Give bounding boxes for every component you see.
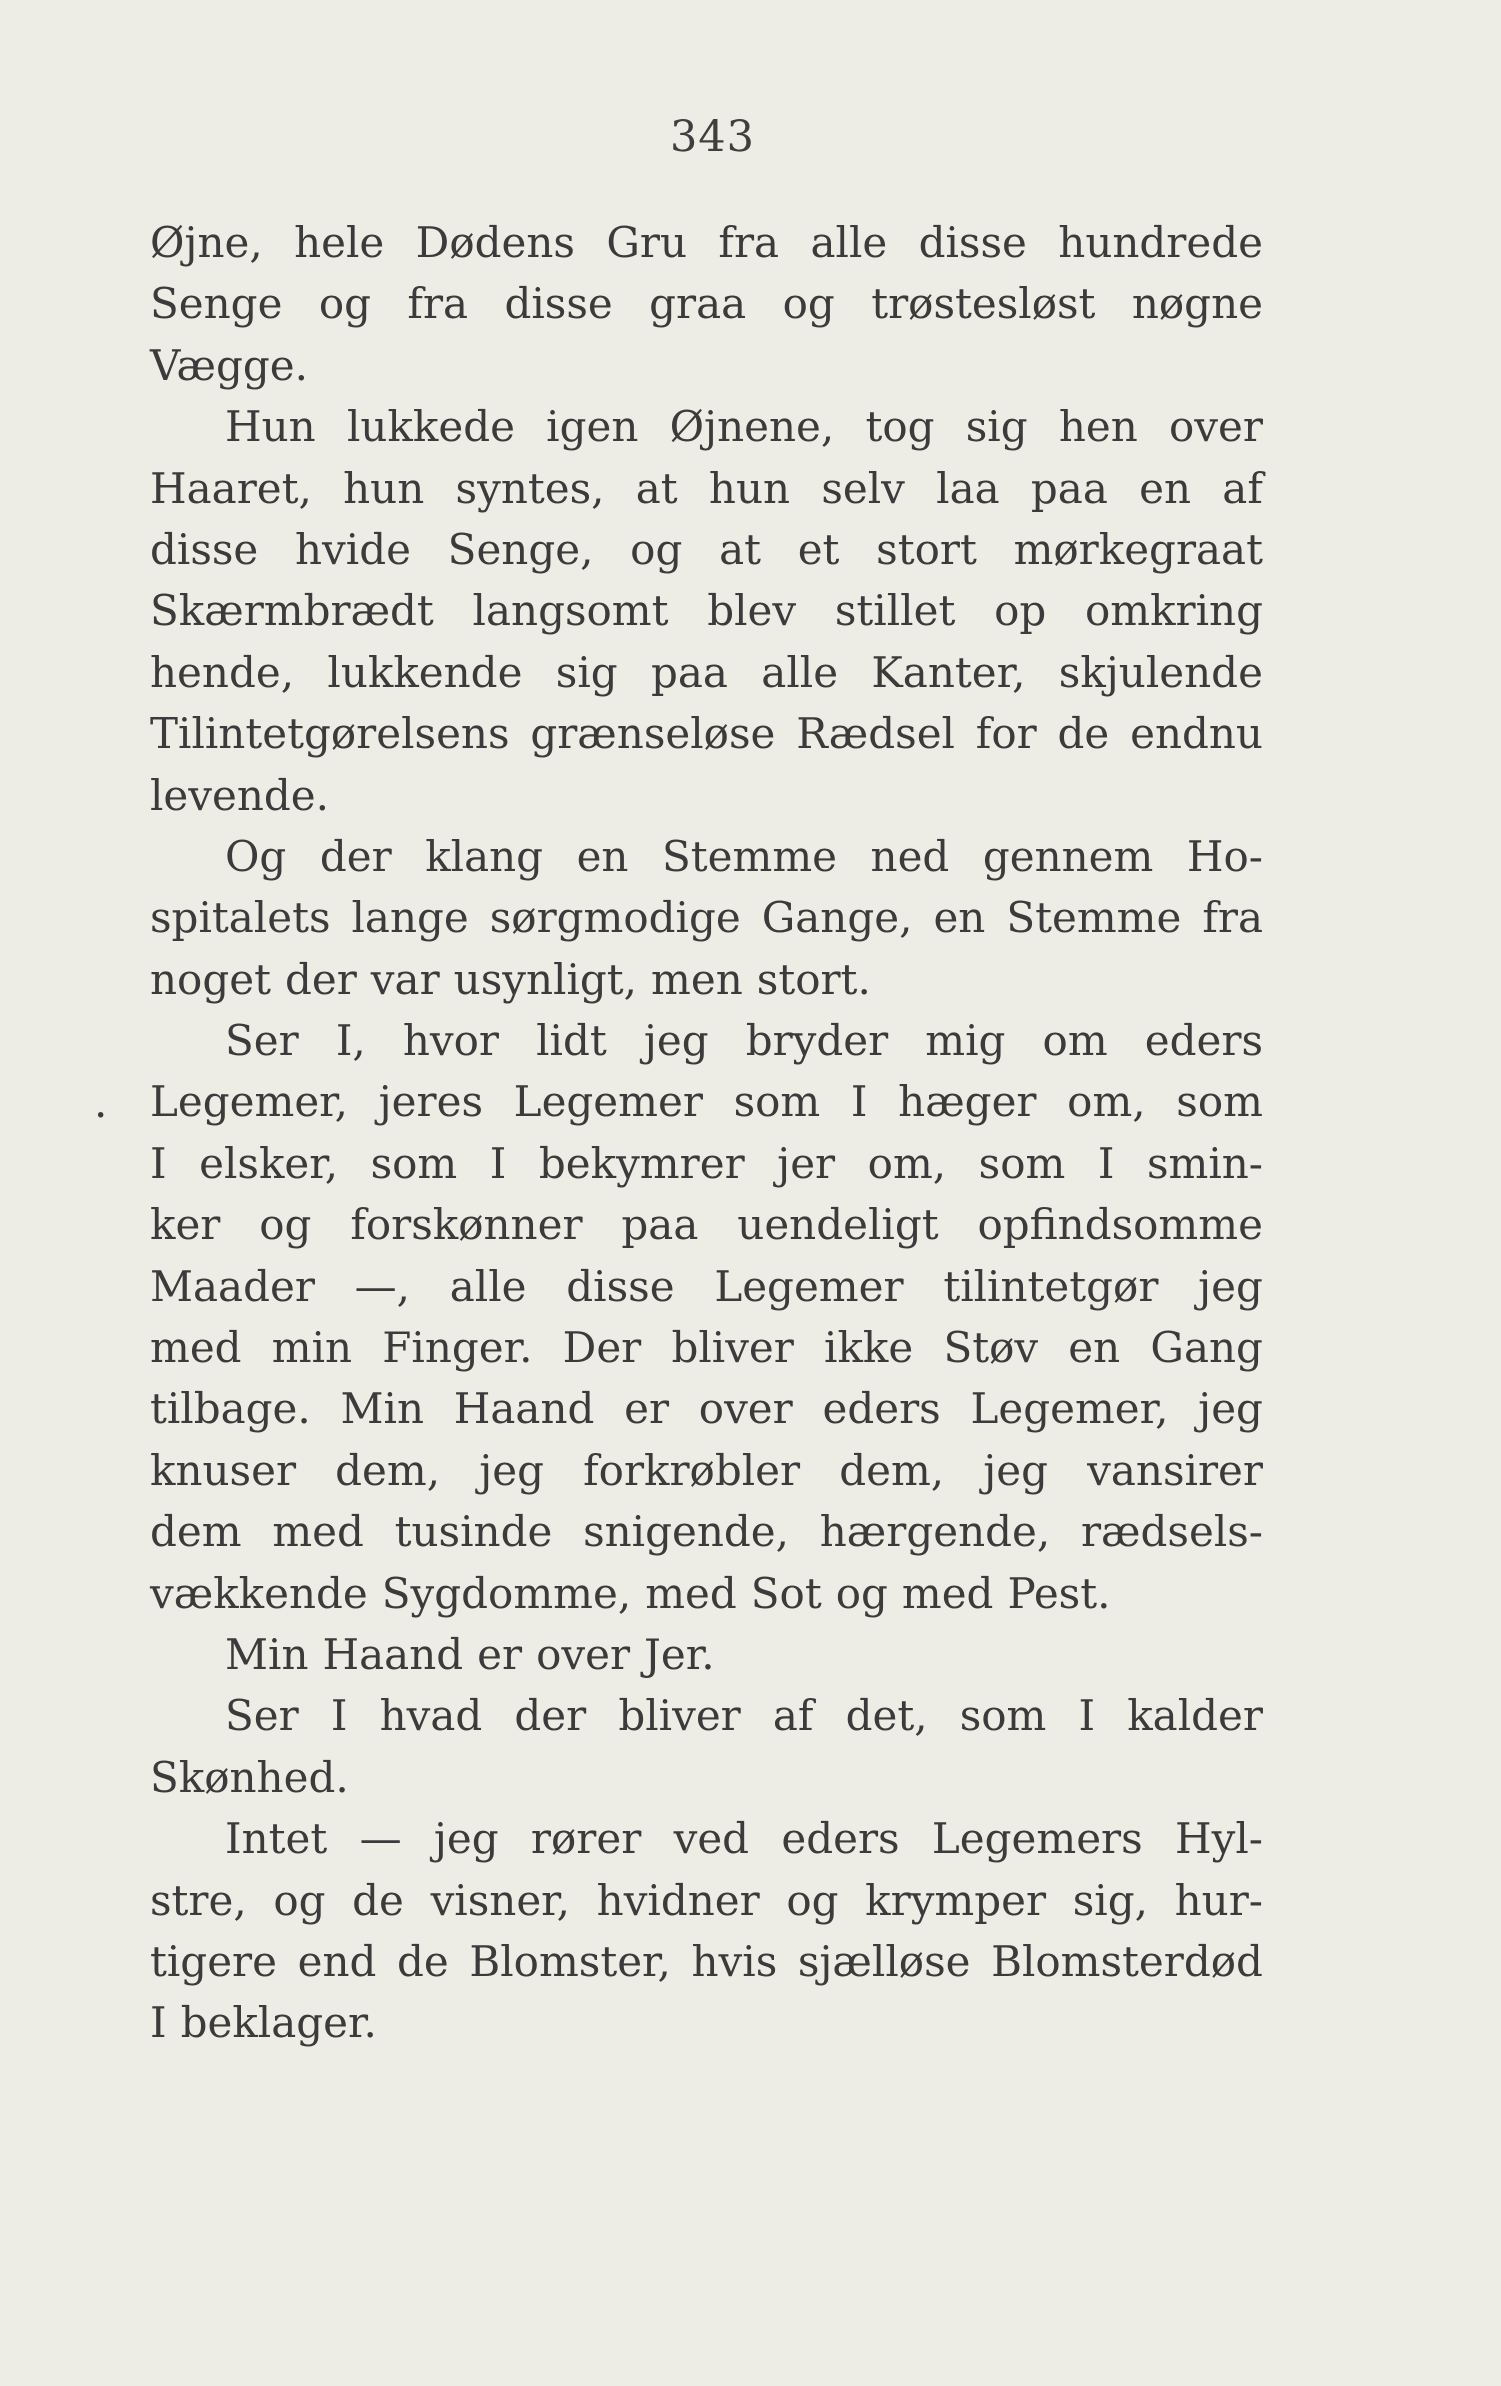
word: I [150,1998,167,2048]
word: fra [718,218,780,267]
word: bekymrer [538,1138,745,1188]
text-line [150,1624,1263,1685]
word: Senge, [447,524,594,574]
word: Blomster, [469,1936,671,1986]
word: der [284,954,357,1004]
word: Blomsterdød [991,1936,1263,1986]
word: hvidner [596,1875,760,1925]
word: langsomt [472,586,669,636]
word: af [772,1691,814,1741]
word: lidt [536,1016,607,1066]
text-line [150,1256,1263,1317]
word: ker [150,1200,221,1250]
word: bryder [745,1016,889,1066]
word: selv [821,463,905,513]
word: Min [340,1384,424,1434]
word: Stemme [1006,893,1182,943]
word: rører [530,1814,642,1864]
text-line [150,396,1263,457]
word: over [536,1629,631,1679]
word: over [698,1384,793,1434]
word: dem, [839,1445,945,1495]
word: Hun [225,402,316,452]
word: med [272,1507,364,1557]
word: over [1169,402,1263,452]
word: beklager. [180,1998,377,2048]
word: sjælløse [797,1936,971,1986]
word: hvide [295,524,411,574]
word: Der [562,1323,642,1373]
word: Gang [1150,1323,1263,1373]
word: jeg [983,1445,1049,1495]
word: en [576,831,629,881]
word: min [271,1323,353,1373]
word: og [835,1568,888,1618]
word: Vægge. [150,340,308,390]
word: lukkede [346,402,515,452]
text-line [150,1931,1263,1992]
word: Legemers [931,1814,1143,1864]
word: vansirer [1087,1445,1263,1495]
word: Støv [943,1323,1039,1373]
word: alle [449,1261,527,1311]
word: en [1139,463,1192,513]
word: visner, [430,1875,570,1925]
word: de [397,1936,449,1986]
word: ikke [824,1323,914,1373]
word: Legemer [513,1077,703,1127]
word: forskønner [350,1200,583,1250]
word: usynligt, [453,954,638,1004]
word: et [797,524,840,574]
word: paa [650,647,728,697]
word: Ho- [1186,831,1263,881]
word: tigere [150,1936,277,1986]
text-line [150,1501,1263,1562]
word: hun [343,463,425,513]
word: tog [865,402,935,452]
word: hun [708,463,791,513]
word: jeg [1198,1384,1263,1434]
text-line [150,458,1263,519]
word: syntes, [455,463,605,513]
word: af [1222,463,1263,513]
word: I [489,1138,507,1188]
word: hur- [1174,1875,1263,1925]
text-line [150,273,1263,334]
word: Legemer, [970,1384,1169,1434]
text-line [150,1808,1263,1869]
word: med [150,1323,242,1373]
word: Sot [750,1568,822,1618]
word: Dødens [415,218,575,267]
text-line [150,335,1263,396]
word: jer [777,1138,836,1188]
word: med [901,1568,994,1618]
word: ved [673,1814,750,1864]
word: som [370,1138,458,1188]
text-line [150,642,1263,703]
word: Jer. [644,1629,715,1679]
word: tilintetgør [943,1261,1159,1311]
text-line [150,1133,1263,1194]
word: klang [425,831,544,881]
word: bliver [671,1323,794,1373]
word: elsker, [199,1138,339,1188]
word: en [933,893,986,943]
word: en [1068,1323,1121,1373]
word: Gange, [761,893,913,943]
word: var [370,954,440,1004]
word: hende, [150,647,295,697]
word: I [1097,1138,1115,1188]
word: sig, [1072,1875,1148,1925]
word: hvor [402,1016,499,1066]
text-line [150,1071,1263,1132]
word: alle [761,647,839,697]
text-line [150,765,1263,826]
word: knuser [150,1445,297,1495]
word: som [1176,1077,1263,1127]
word: stre, [150,1875,247,1925]
word: fra [407,279,469,329]
word: fra [1202,893,1263,943]
word: hundrede [1058,218,1263,267]
word: dem, [335,1445,441,1495]
word: I [1078,1691,1096,1741]
word: for [975,709,1037,759]
word: laa [936,463,1000,513]
text-line [150,949,1263,1010]
word: det, [845,1691,928,1741]
word: Kanter, [871,647,1026,697]
word: og [786,1875,839,1925]
text-line [150,519,1263,580]
word: Maader [150,1261,315,1311]
word: at [719,524,761,574]
text-line [150,212,1263,273]
word: er [477,1629,523,1679]
word: eders [1144,1016,1263,1066]
text-line [150,1010,1263,1071]
word: dem [150,1507,242,1557]
word: men [651,954,743,1004]
text-line [150,1440,1263,1501]
word: ned [870,831,950,881]
word: end [297,1936,377,1986]
text-line [150,1194,1263,1255]
word: igen [546,402,639,452]
word: Finger. [382,1323,533,1373]
word: lange [351,893,469,943]
word: rædsels- [1080,1507,1263,1557]
word: stillet [834,586,956,636]
word: endnu [1130,709,1263,759]
word: blev [707,586,797,636]
word: gennem [982,831,1154,881]
word: om, [867,1138,947,1188]
word: tilbage. [150,1384,311,1434]
text-line [150,580,1263,641]
word: Stemme [661,831,837,881]
word: I [330,1691,348,1741]
margin-mark: . [94,1077,108,1127]
word: hen [1058,402,1138,452]
word: og [318,279,371,329]
word: Skønhed. [150,1752,349,1802]
word: mørkegraat [1013,524,1263,574]
word: krymper [865,1875,1047,1925]
word: disse [566,1261,675,1311]
word: de [352,1875,404,1925]
word: bliver [618,1691,741,1741]
word: Ser [225,1016,299,1066]
text-line [150,887,1263,948]
word: opfindsomme [977,1200,1263,1250]
word: graa [649,279,747,329]
word: snigende, [583,1507,789,1557]
word: og [273,1875,326,1925]
word: spitalets [150,893,331,943]
word: Haand [322,1629,464,1679]
word: paa [621,1200,699,1250]
word: som [959,1691,1047,1741]
word: der [514,1691,587,1741]
word: mig [925,1016,1006,1066]
text-line [150,1747,1263,1808]
text-line [150,1870,1263,1931]
word: Legemer [714,1261,904,1311]
word: nøgne [1131,279,1263,329]
word: hæger [898,1077,1037,1127]
word: disse [918,218,1027,267]
text-line [150,1378,1263,1439]
word: noget [150,954,271,1004]
word: Skærmbrædt [150,586,434,636]
word: paa [1030,463,1108,513]
word: lukkende [327,647,523,697]
word: sig [555,647,618,697]
text-line [150,1992,1263,2053]
word: om, [1067,1077,1146,1127]
word: —, [354,1261,411,1311]
word: disse [150,524,259,574]
word: de [1057,709,1110,759]
word: forkrøbler [583,1445,801,1495]
word: Haand [453,1384,595,1434]
word: I [850,1077,868,1127]
word: vækkende [150,1568,368,1618]
word: stort. [756,954,871,1004]
word: hele [294,218,385,267]
word: smin- [1146,1138,1263,1188]
word: uendeligt [737,1200,939,1250]
word: Senge [150,279,283,329]
word: hærgende, [819,1507,1051,1557]
word: der [319,831,392,881]
word: I [150,1138,167,1188]
word: eders [781,1814,900,1864]
word: eders [822,1384,941,1434]
word: Hyl- [1175,1814,1263,1864]
word: — [359,1814,402,1864]
word: alle [810,218,888,267]
word: som [978,1138,1066,1188]
word: disse [504,279,613,329]
word: omkring [1084,586,1263,636]
word: grænseløse [530,709,776,759]
word: Øjnene, [669,402,835,452]
word: tusinde [394,1507,553,1557]
word: sig [965,402,1028,452]
word: levende. [150,770,330,820]
word: Tilintetgørelsens [150,709,510,759]
page-number: 343 [669,112,756,162]
word: Haaret, [150,463,312,513]
word: Rædsel [796,709,955,759]
word: Og [225,831,287,881]
word: jeg [479,1445,544,1495]
word: sørgmodige [489,893,741,943]
word: om [1042,1016,1108,1066]
body-text [150,212,1263,2054]
word: Legemer, [150,1077,348,1127]
word: Ser [225,1691,299,1741]
word: Min [225,1629,309,1679]
word: Gru [606,218,688,267]
word: og [782,279,835,329]
text-line [150,1685,1263,1746]
word: med [645,1568,737,1618]
text-line [150,826,1263,887]
word: Pest. [1007,1568,1111,1618]
word: jeg [433,1814,499,1864]
word: jeg [643,1016,709,1066]
word: jeg [1198,1261,1263,1311]
word: trøstesløst [871,279,1096,329]
text-line [150,1317,1263,1378]
word: hvad [379,1691,483,1741]
word: I, [335,1016,366,1066]
word: hvis [691,1936,778,1986]
text-line [150,703,1263,764]
word: er [624,1384,670,1434]
word: skjulende [1058,647,1263,697]
word: op [994,586,1047,636]
word: at [635,463,678,513]
word: kalder [1127,1691,1263,1741]
word: som [733,1077,821,1127]
word: jeres [378,1077,484,1127]
word: stort [876,524,977,574]
text-line [150,1563,1263,1624]
word: og [259,1200,312,1250]
word: Øjne, [150,218,263,267]
word: Sygdomme, [381,1568,632,1618]
word: Intet [225,1814,328,1864]
word: og [630,524,683,574]
